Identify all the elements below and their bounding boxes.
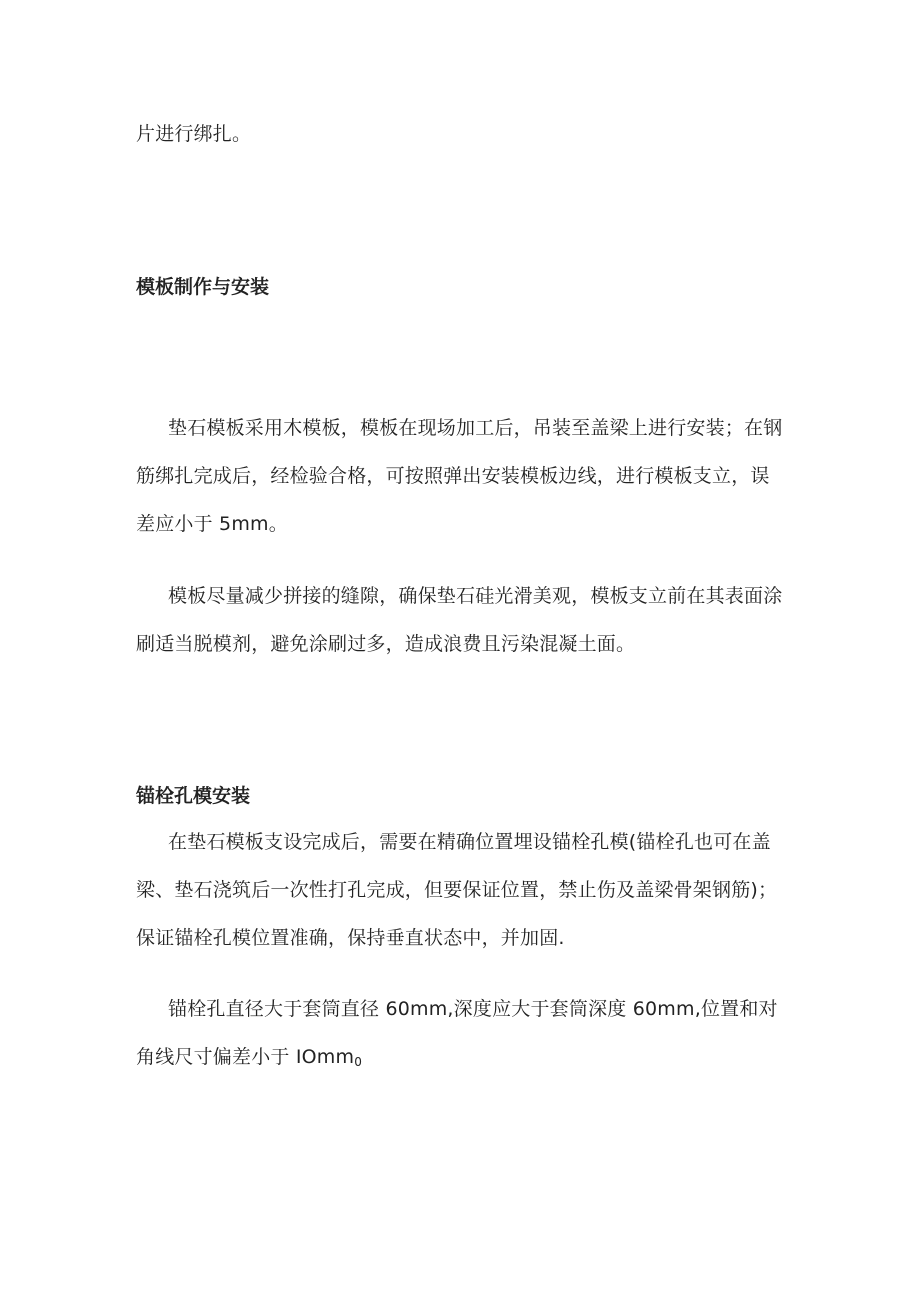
- paragraph-formwork-gaps: 模板尽量减少拼接的缝隙，确保垫石硅光滑美观，模板支立前在其表面涂刷适当脱模剂，避免涂刷过多，造成浪费且污染混凝土面。: [136, 585, 783, 655]
- subscript-zero: 0: [354, 1055, 363, 1069]
- anchor-hole-dimensions-text: 锚栓孔直径大于套筒直径 60mm,深度应大于套筒深度 60mm,位置和对角线尺寸偏差小于 IOmm: [136, 998, 778, 1068]
- paragraph-continuation: 片进行绑扎。: [136, 123, 252, 145]
- paragraph-anchor-hole-install: 在垫石模板支设完成后，需要在精确位置埋设锚栓孔模(锚栓孔也可在盖梁、垫石浇筑后一次性打孔完成，但要保证位置，禁止伤及盖梁骨架钢筋)；保证锚栓孔模位置准确，保持垂直状态中，并加固.: [136, 831, 778, 949]
- section-heading-formwork: 模板制作与安装: [136, 276, 270, 298]
- paragraph-formwork-install: 垫石模板采用木模板，模板在现场加工后，吊装至盖梁上进行安装；在钢筋绑扎完成后，经检验合格，可按照弹出安装模板边线，进行模板支立，误差应小于 5mm。: [136, 417, 783, 535]
- paragraph-anchor-hole-dimensions: [136, 985, 786, 1086]
- section-heading-anchor-hole: 锚栓孔模安装: [136, 785, 251, 807]
